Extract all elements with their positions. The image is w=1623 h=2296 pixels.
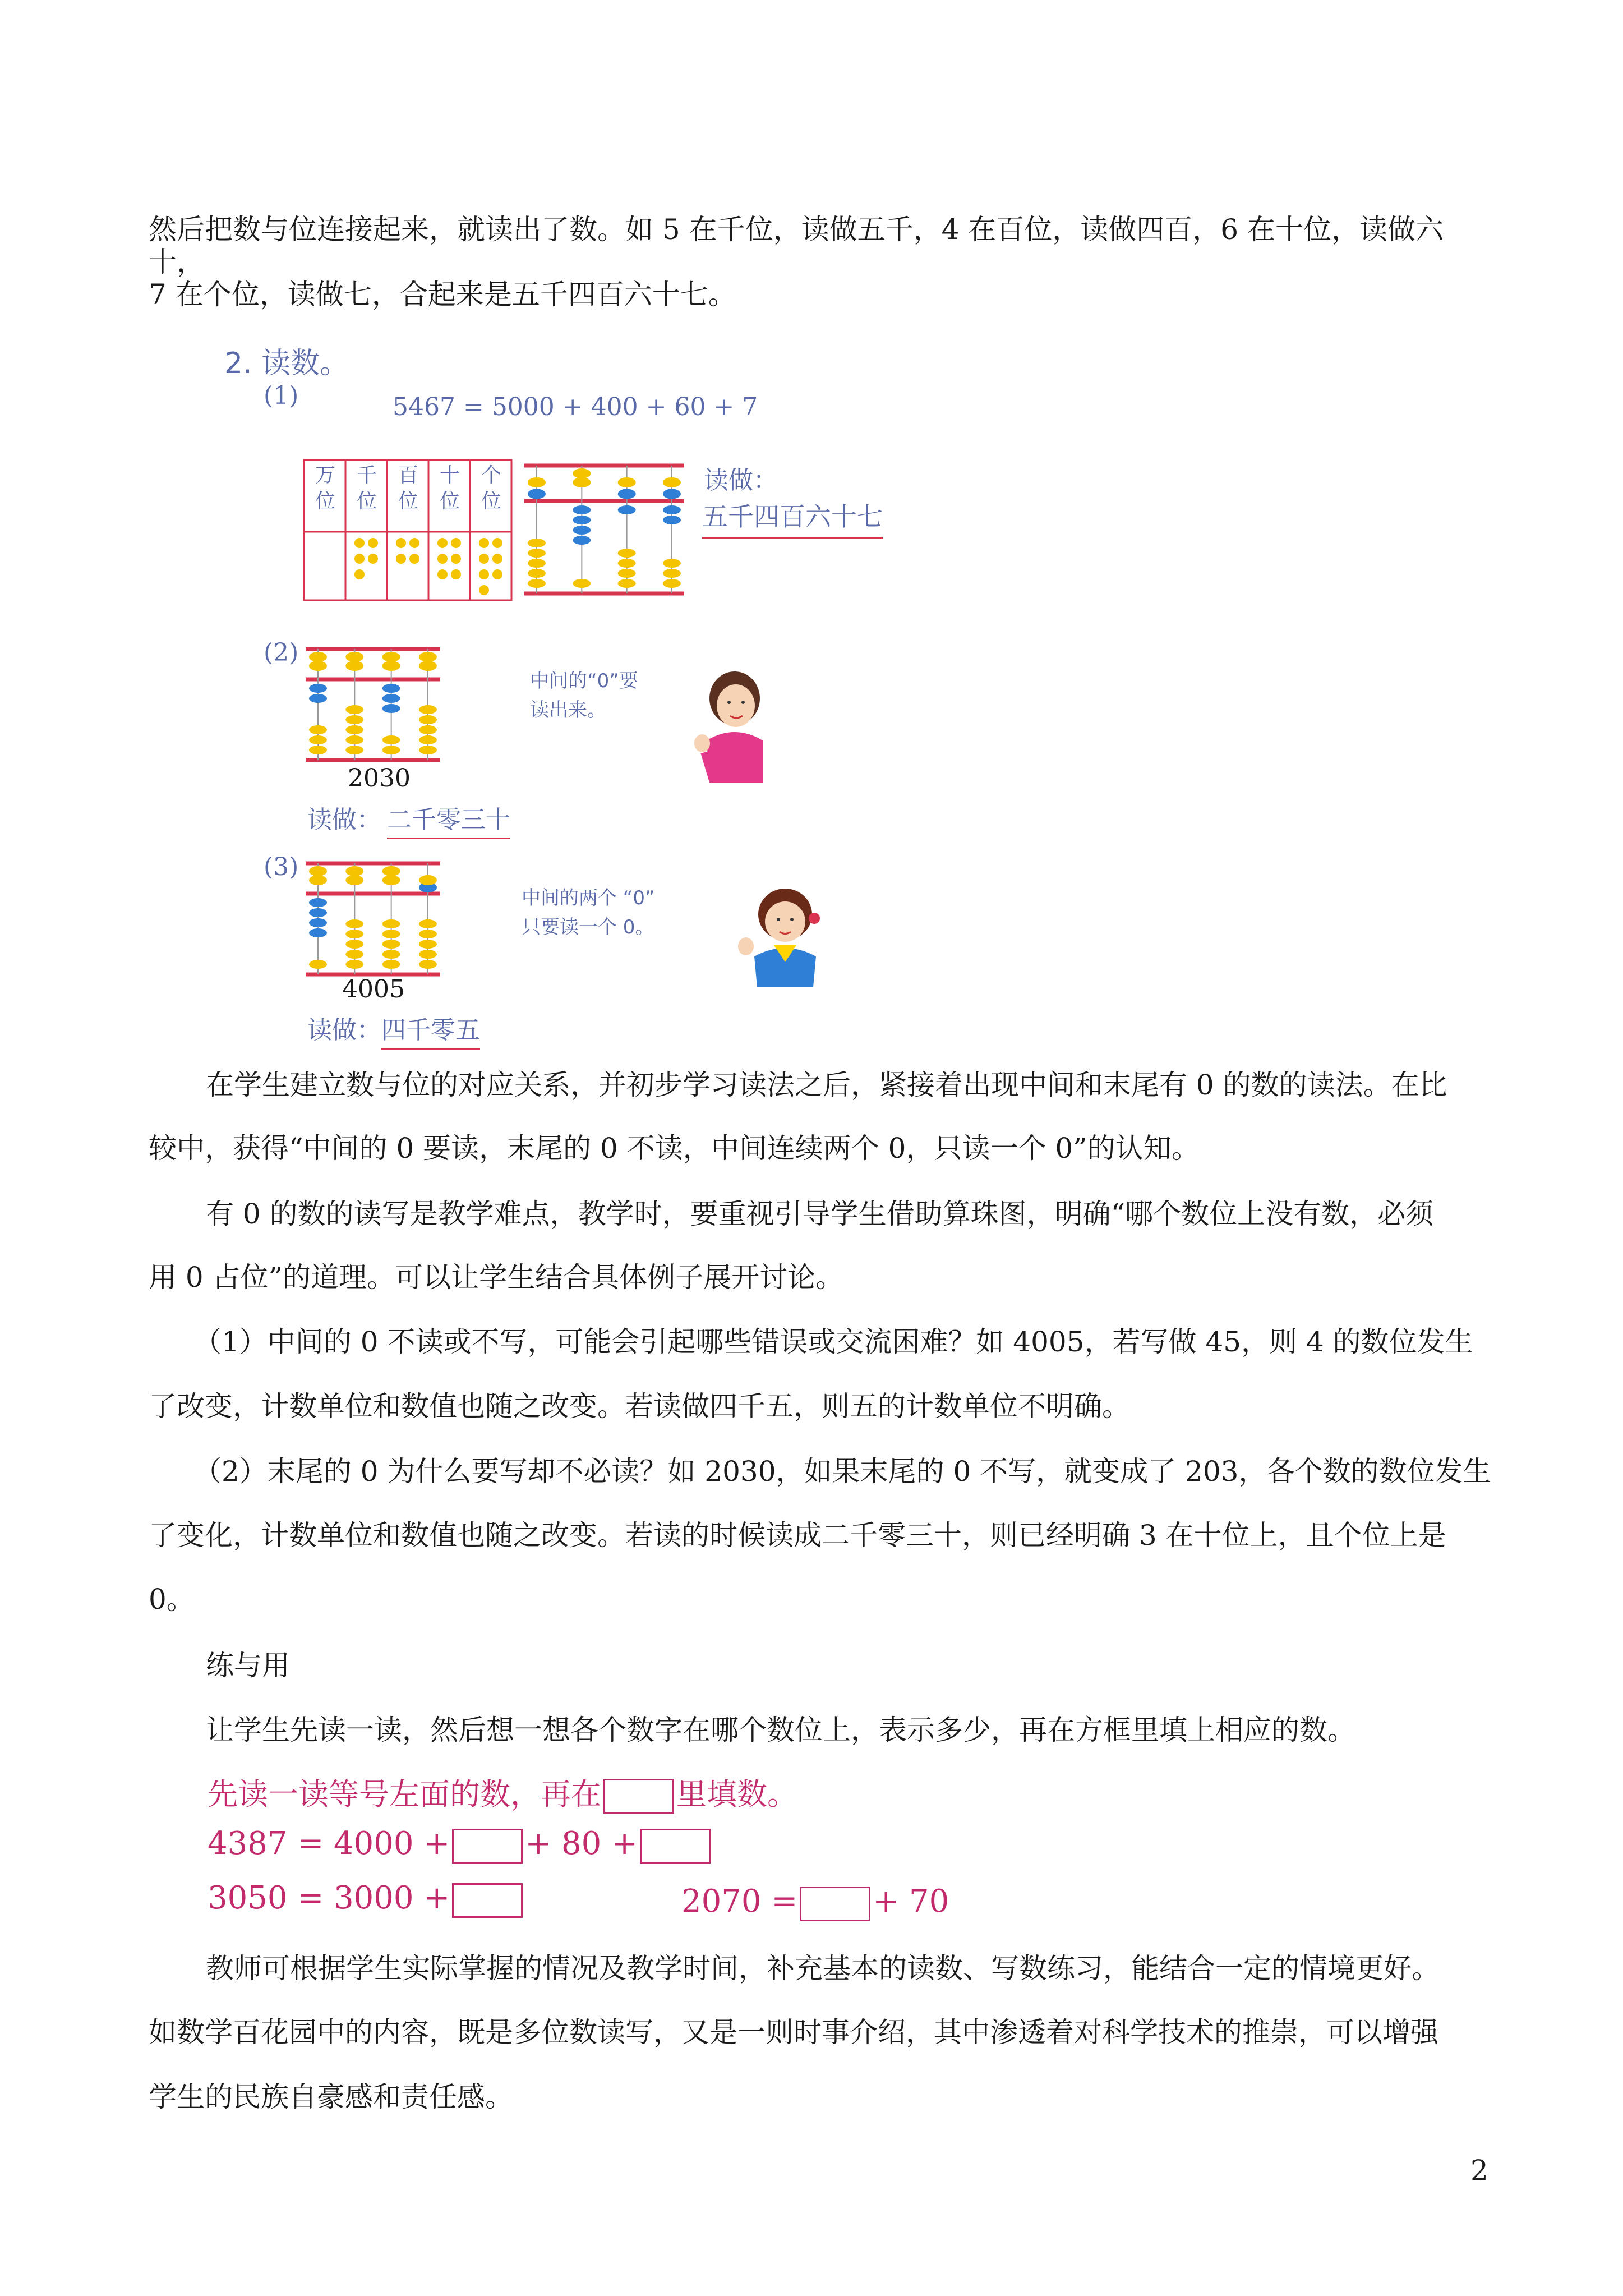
ex1-label: (1) <box>264 381 299 410</box>
place-dot <box>479 538 489 548</box>
abacus-one-bead <box>419 735 437 744</box>
ex3-number: 4005 <box>342 975 405 1004</box>
header-qian: 千 位 <box>356 464 377 513</box>
header-bai: 百 位 <box>398 464 418 513</box>
abacus-one-bead <box>345 960 363 969</box>
abacus-one-bead <box>345 746 363 754</box>
abacus-one-bead <box>419 725 437 734</box>
answer-box-2070[interactable] <box>800 1887 870 1921</box>
para4-line-2: 了变化，计数单位和数值也随之改变。若读的时候读成二千零三十，则已经明确 3 在十位上，且个位上是 <box>149 1519 1446 1552</box>
place-dot <box>479 554 489 564</box>
abacus-one-bead <box>573 579 591 588</box>
abacus-one-bead <box>309 908 327 917</box>
abacus-five-bead <box>663 489 681 499</box>
closing-line-3: 学生的民族自豪感和责任感。 <box>149 2081 513 2113</box>
place-dot <box>354 538 365 548</box>
ex1-read-label: 读做： <box>704 466 778 495</box>
exercise-instruction: 先读一读等号左面的数，再在 里填数。 <box>208 1777 797 1814</box>
ex3-read-label: 读做： <box>307 1016 381 1045</box>
para2-line-1: 有 0 的数的读写是教学难点，教学时，要重视引导学生借助算珠图，明确“哪个数位上没有数，必须 <box>206 1198 1434 1230</box>
abacus-one-bead <box>345 930 363 938</box>
abacus-five-bead <box>345 875 363 885</box>
abacus-one-bead <box>309 898 327 907</box>
ex2-number: 2030 <box>348 764 411 793</box>
place-dot <box>354 569 365 579</box>
intro-line-1: 然后把数与位连接起来，就读出了数。如 5 在千位，读做五千，4 在百位，读做四百，6 在十位，读做六十， <box>149 213 1444 278</box>
abacus-one-bead <box>382 684 400 693</box>
place-dot <box>492 569 502 579</box>
place-dot <box>409 538 419 548</box>
abacus-one-bead <box>573 536 591 545</box>
abacus-five-bead <box>345 866 363 876</box>
abacus-five-bead <box>618 477 636 487</box>
place-dot <box>396 538 406 548</box>
place-dot <box>409 554 419 564</box>
abacus-one-bead <box>345 919 363 928</box>
page-number: 2 <box>1470 2154 1488 2187</box>
place-dot <box>437 554 448 564</box>
place-dot <box>451 569 461 579</box>
abacus-five-bead <box>573 477 591 487</box>
abacus-five-bead <box>528 489 546 499</box>
ex1-read-value: 五千四百六十七 <box>702 496 883 539</box>
abacus-five-bead <box>419 875 437 885</box>
intro-line-2: 7 在个位，读做七，合起来是五千四百六十七。 <box>149 278 736 311</box>
abacus-one-bead <box>382 919 400 928</box>
abacus-one-bead <box>382 694 400 703</box>
place-dot <box>492 538 502 548</box>
abacus-one-bead <box>618 549 636 558</box>
abacus-one-bead <box>419 705 437 714</box>
abacus-one-bead <box>618 579 636 588</box>
ex1-equation: 5467 = 5000 + 400 + 60 + 7 <box>393 393 758 421</box>
abacus-one-bead <box>309 694 327 703</box>
ex2-bubble: 中间的“0”要 读出来。 <box>530 670 638 721</box>
abacus-one-bead <box>309 684 327 693</box>
section-title: 练与用 <box>206 1649 290 1682</box>
para5: 让学生先读一读，然后想一想各个数字在哪个数位上，表示多少，再在方框里填上相应的数。 <box>206 1714 1355 1746</box>
ex3-bubble: 中间的两个 “0” 只要读一个 0。 <box>522 887 655 938</box>
abacus-one-bead <box>382 930 400 938</box>
ex3-label: (3) <box>264 853 299 881</box>
abacus-five-bead <box>382 661 400 671</box>
girl-illustration-2 <box>729 884 824 996</box>
abacus-five-bead <box>345 652 363 662</box>
abacus-five-bead <box>309 661 327 671</box>
abacus-one-bead <box>618 505 636 514</box>
equation-3050: 3050 = 3000 + <box>208 1880 525 1918</box>
abacus-one-bead <box>663 505 681 514</box>
header-ge: 个 位 <box>481 464 501 513</box>
abacus-one-bead <box>573 516 591 524</box>
abacus-one-bead <box>419 919 437 928</box>
abacus-five-bead <box>345 661 363 671</box>
abacus-five-bead <box>618 489 636 499</box>
abacus-one-bead <box>419 930 437 938</box>
abacus-one-bead <box>419 960 437 969</box>
abacus-one-bead <box>309 928 327 937</box>
abacus-five-bead <box>663 477 681 487</box>
abacus-five-bead <box>419 661 437 671</box>
equation-2070: 2070 = + 70 <box>681 1884 949 1921</box>
abacus-one-bead <box>663 579 681 588</box>
abacus-five-bead <box>309 866 327 876</box>
abacus-one-bead <box>382 746 400 754</box>
abacus-one-bead <box>309 735 327 744</box>
header-wan: 万 位 <box>315 464 335 513</box>
abacus-five-bead <box>382 875 400 885</box>
abacus-five-bead <box>419 652 437 662</box>
girl-illustration <box>690 668 774 791</box>
place-dot <box>437 538 448 548</box>
abacus-one-bead <box>573 505 591 514</box>
para4-line-1: （2）末尾的 0 为什么要写却不必读？如 2030，如果末尾的 0 不写，就变成了 203，各个数的数位发生 <box>193 1455 1491 1488</box>
abacus-one-bead <box>382 940 400 949</box>
abacus-2030 <box>306 642 440 766</box>
place-dot <box>396 554 406 564</box>
abacus-one-bead <box>663 516 681 524</box>
answer-box-3050[interactable] <box>452 1883 523 1918</box>
abacus-one-bead <box>345 715 363 724</box>
para3-line-2: 了改变，计数单位和数值也随之改变。若读做四千五，则五的计数单位不明确。 <box>149 1390 1130 1423</box>
place-dot <box>451 554 461 564</box>
abacus-one-bead <box>382 960 400 969</box>
closing-line-2: 如数学百花园中的内容，既是多位数读写，又是一则时事介绍，其中渗透着对科学技术的推崇，可以增强 <box>149 2016 1438 2049</box>
header-shi: 十 位 <box>439 464 460 513</box>
abacus-one-bead <box>573 526 591 535</box>
abacus-five-bead <box>309 875 327 885</box>
abacus-one-bead <box>382 735 400 744</box>
abacus-one-bead <box>528 539 546 547</box>
abacus-one-bead <box>528 569 546 578</box>
abacus-one-bead <box>382 704 400 713</box>
para1-line-2: 较中，获得“中间的 0 要读，末尾的 0 不读，中间连续两个 0，只读一个 0”的认知。 <box>149 1132 1200 1165</box>
para3-line-1: （1）中间的 0 不读或不写，可能会引起哪些错误或交流困难？如 4005，若写做 45，则 4 的数位发生 <box>193 1326 1473 1358</box>
place-dot <box>492 554 502 564</box>
para2-line-2: 用 0 占位”的道理。可以让学生结合具体例子展开讨论。 <box>149 1261 844 1294</box>
abacus-5467 <box>524 459 684 599</box>
abacus-one-bead <box>309 918 327 927</box>
abacus-one-bead <box>382 950 400 959</box>
abacus-one-bead <box>618 559 636 568</box>
abacus-one-bead <box>345 735 363 744</box>
abacus-one-bead <box>618 569 636 578</box>
ex2-read-label: 读做： <box>307 806 381 834</box>
abacus-one-bead <box>419 715 437 724</box>
abacus-one-bead <box>419 746 437 754</box>
abacus-one-bead <box>345 950 363 959</box>
abacus-one-bead <box>528 579 546 588</box>
place-dot <box>437 569 448 579</box>
ex3-read-value: 四千零五 <box>381 1010 480 1050</box>
equation-4387: 4387 = 4000 + + 80 + <box>208 1826 713 1864</box>
place-dot <box>479 569 489 579</box>
abacus-one-bead <box>345 725 363 734</box>
abacus-4005 <box>306 857 440 980</box>
abacus-one-bead <box>309 746 327 754</box>
closing-line-1: 教师可根据学生实际掌握的情况及教学时间，补充基本的读数、写数练习，能结合一定的情境更好。 <box>206 1952 1440 1985</box>
answer-box-4387-hundreds[interactable] <box>452 1829 523 1864</box>
ex2-read-value: 二千零三十 <box>387 799 510 839</box>
abacus-one-bead <box>309 960 327 969</box>
abacus-one-bead <box>663 559 681 568</box>
abacus-one-bead <box>309 725 327 734</box>
ex2-label: (2) <box>264 638 299 667</box>
abacus-one-bead <box>528 549 546 558</box>
abacus-one-bead <box>419 950 437 959</box>
abacus-one-bead <box>663 569 681 578</box>
place-dot <box>368 538 378 548</box>
abacus-one-bead <box>528 559 546 568</box>
para1-line-1: 在学生建立数与位的对应关系，并初步学习读法之后，紧接着出现中间和末尾有 0 的数的读法。在比 <box>206 1069 1447 1101</box>
abacus-five-bead <box>382 652 400 662</box>
abacus-five-bead <box>573 468 591 478</box>
place-dot <box>368 554 378 564</box>
abacus-five-bead <box>528 477 546 487</box>
answer-box-4387-ones[interactable] <box>640 1829 711 1864</box>
abacus-one-bead <box>345 705 363 714</box>
para4-line-3: 0。 <box>149 1583 195 1616</box>
abacus-five-bead <box>309 652 327 662</box>
place-dot <box>479 585 489 595</box>
place-dot <box>354 554 365 564</box>
answer-box <box>603 1779 674 1814</box>
abacus-one-bead <box>345 940 363 949</box>
place-dot <box>451 538 461 548</box>
abacus-one-bead <box>419 940 437 949</box>
abacus-five-bead <box>382 866 400 876</box>
figure-heading: 2. 读数。 <box>224 347 349 380</box>
